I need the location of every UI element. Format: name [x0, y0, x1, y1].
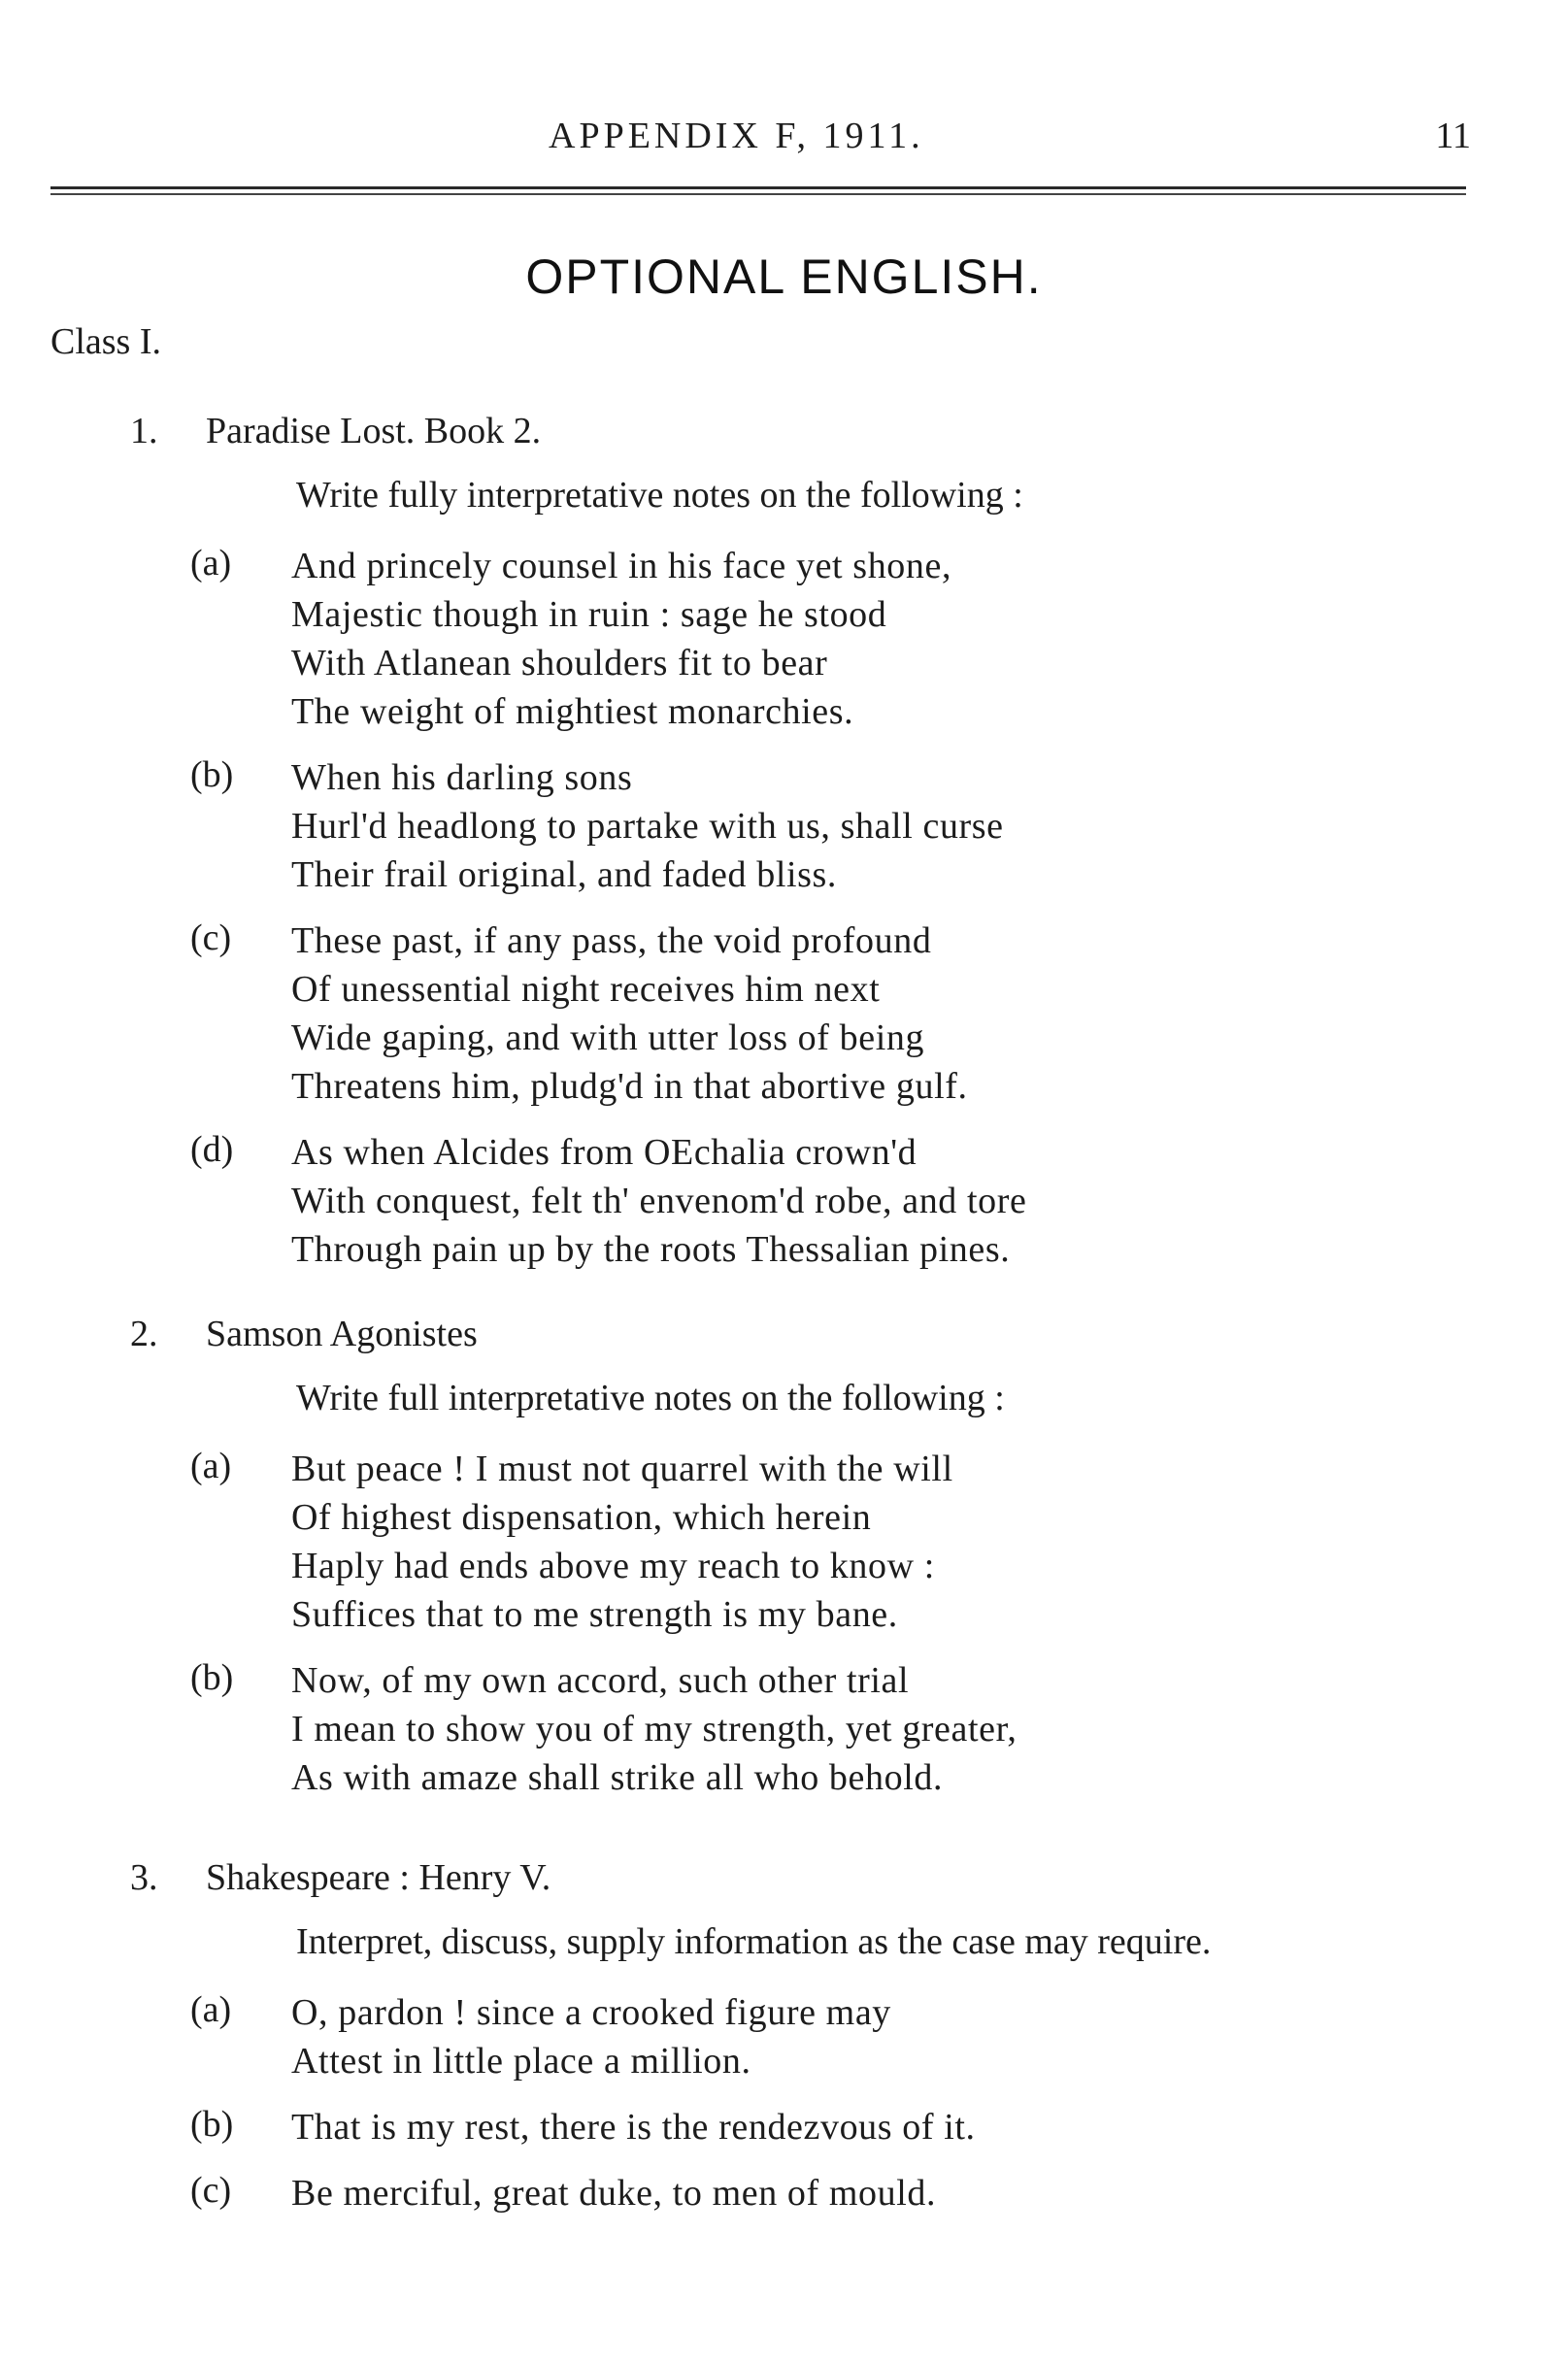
passage-line: These past, if any pass, the void profound: [291, 920, 932, 961]
passage-item: [0, 753, 1568, 899]
passage-item: [0, 1988, 1568, 2085]
passage-line: Attest in little place a million.: [291, 2041, 751, 2082]
passage-item: [0, 1445, 1568, 1639]
passage-item: [0, 542, 1568, 736]
passage-line: The weight of mightiest monarchies.: [291, 691, 854, 732]
passage-line: As when Alcides from OEchalia crown'd: [291, 1132, 917, 1173]
class-label: Class I.: [50, 321, 161, 362]
passage-line: Now, of my own accord, such other trial: [291, 1660, 910, 1701]
passage-line: With conquest, felt th' envenom'd robe, and tore: [291, 1181, 1027, 1221]
passage-line: Of unessential night receives him next: [291, 969, 881, 1010]
passage-label: (c): [190, 2170, 232, 2211]
passage-lines: [291, 1988, 1568, 2085]
passage-line: O, pardon ! since a crooked figure may: [291, 1992, 891, 2033]
passage-line: With Atlanean shoulders fit to bear: [291, 643, 828, 683]
question-number: 3.: [130, 1857, 158, 1898]
passage-line: And princely counsel in his face yet shone,: [291, 546, 952, 586]
question-heading: [0, 410, 1568, 464]
running-header: [0, 115, 1568, 163]
question-3: [0, 1856, 1568, 2217]
passage-line: Threatens him, pludg'd in that abortive gulf.: [291, 1066, 968, 1107]
passage-lines: [291, 2169, 1568, 2217]
passage-line: Majestic though in ruin : sage he stood: [291, 594, 887, 635]
passage-line: Be merciful, great duke, to men of mould.: [291, 2173, 937, 2214]
section-title: OPTIONAL ENGLISH.: [525, 250, 1043, 304]
passage-label: (c): [190, 917, 232, 958]
passage-lines: [291, 753, 1568, 899]
passage-line: I mean to show you of my strength, yet greater,: [291, 1709, 1018, 1750]
passage-item: [0, 2169, 1568, 2217]
passage-label: (a): [190, 543, 232, 583]
header-rule: [50, 186, 1466, 189]
question-1: [0, 410, 1568, 1274]
passage-lines: [291, 1656, 1568, 1802]
passage-item: [0, 1656, 1568, 1802]
question-title: Shakespeare : Henry V.: [206, 1857, 551, 1898]
passage-item: [0, 916, 1568, 1111]
question-title: Paradise Lost. Book 2.: [206, 411, 542, 451]
passage-lines: [291, 1128, 1568, 1274]
passage-label: (d): [190, 1129, 234, 1170]
passage-line: As with amaze shall strike all who behold.: [291, 1757, 944, 1798]
question-instruction: Write full interpretative notes on the following :: [296, 1378, 1005, 1418]
passage-line: Haply had ends above my reach to know :: [291, 1546, 935, 1586]
page-number: 11: [1435, 116, 1471, 156]
question-number: 1.: [130, 411, 158, 451]
passage-line: When his darling sons: [291, 757, 633, 798]
question-title: Samson Agonistes: [206, 1314, 478, 1354]
passage-line: Hurl'd headlong to partake with us, shall curse: [291, 806, 1004, 847]
passage-label: (b): [190, 754, 234, 795]
passage-label: (b): [190, 1657, 234, 1698]
question-instruction: Write fully interpretative notes on the following :: [296, 475, 1023, 516]
passage-label: (b): [190, 2104, 234, 2145]
passage-label: (a): [190, 1989, 232, 2030]
passage-label: (a): [190, 1446, 232, 1486]
header-rule-thin: [50, 193, 1466, 195]
passage-line: That is my rest, there is the rendezvous of it.: [291, 2107, 976, 2148]
passage-item: [0, 1128, 1568, 1274]
passage-lines: [291, 2103, 1568, 2151]
passage-line: Wide gaping, and with utter loss of being: [291, 1017, 925, 1058]
question-2: [0, 1313, 1568, 1802]
running-title: APPENDIX F, 1911.: [549, 116, 924, 156]
passage-lines: [291, 542, 1568, 736]
question-number: 2.: [130, 1314, 158, 1354]
passage-line: Through pain up by the roots Thessalian pines.: [291, 1229, 1011, 1270]
passage-line: But peace ! I must not quarrel with the will: [291, 1449, 953, 1489]
question-heading: [0, 1313, 1568, 1367]
question-instruction: Interpret, discuss, supply information as the case may require.: [296, 1921, 1212, 1962]
passage-line: Their frail original, and faded bliss.: [291, 854, 838, 895]
passage-line: Suffices that to me strength is my bane.: [291, 1594, 898, 1635]
passage-item: [0, 2103, 1568, 2151]
question-heading: [0, 1856, 1568, 1911]
passage-lines: [291, 916, 1568, 1111]
passage-lines: [291, 1445, 1568, 1639]
passage-line: Of highest dispensation, which herein: [291, 1497, 872, 1538]
